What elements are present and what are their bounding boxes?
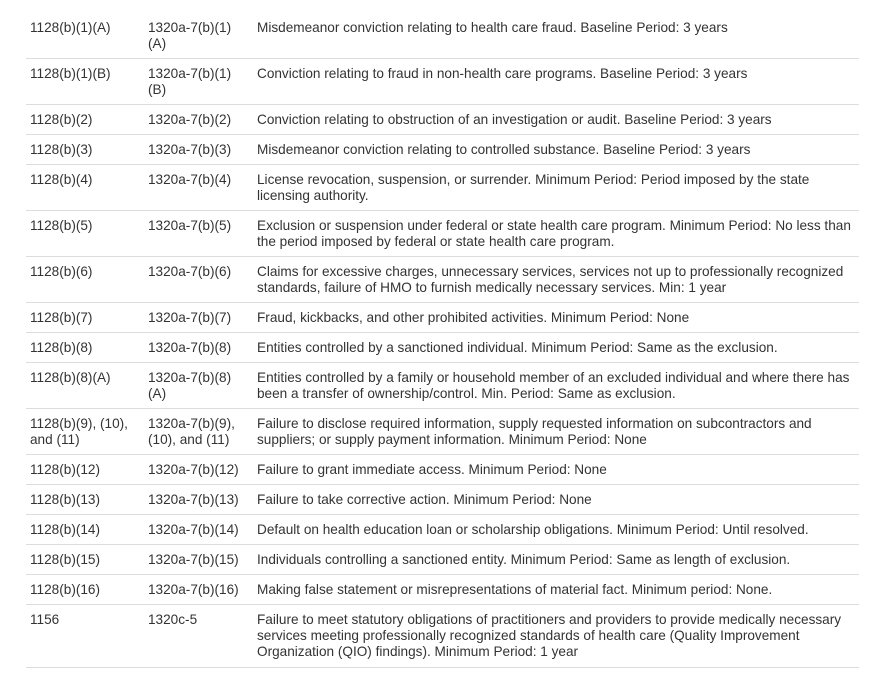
usc-citation-cell: 1320a-7(b)(1)(A) (144, 13, 253, 59)
usc-citation-cell: 1320a-7(b)(14) (144, 515, 253, 545)
table-row (26, 363, 859, 409)
table-row (26, 211, 859, 257)
table-row (26, 165, 859, 211)
description-cell: Failure to take corrective action. Minimum Period: None (253, 485, 859, 515)
description-cell: Conviction relating to obstruction of an investigation or audit. Baseline Period: 3 years (253, 105, 859, 135)
ssa-section-cell: 1128(b)(14) (26, 515, 144, 545)
description-cell: Fraud, kickbacks, and other prohibited activities. Minimum Period: None (253, 303, 859, 333)
exclusion-authorities-table-container (26, 13, 859, 668)
table-row (26, 605, 859, 668)
ssa-section-cell: 1128(b)(3) (26, 135, 144, 165)
ssa-section-cell: 1128(b)(8) (26, 333, 144, 363)
description-cell: Individuals controlling a sanctioned entity. Minimum Period: Same as length of exclusion. (253, 545, 859, 575)
table-row (26, 575, 859, 605)
description-cell: Entities controlled by a family or household member of an excluded individual and where there has been a transfer of ownership/control. Min. Period: Same as exclusion. (253, 363, 859, 409)
description-cell: Making false statement or misrepresentations of material fact. Minimum period: None. (253, 575, 859, 605)
table-row (26, 455, 859, 485)
usc-citation-cell: 1320a-7(b)(3) (144, 135, 253, 165)
ssa-section-cell: 1128(b)(2) (26, 105, 144, 135)
usc-citation-cell: 1320a-7(b)(9), (10), and (11) (144, 409, 253, 455)
table-row (26, 105, 859, 135)
usc-citation-cell: 1320a-7(b)(8) (144, 333, 253, 363)
ssa-section-cell: 1128(b)(1)(B) (26, 59, 144, 105)
ssa-section-cell: 1128(b)(15) (26, 545, 144, 575)
table-row (26, 135, 859, 165)
ssa-section-cell: 1128(b)(1)(A) (26, 13, 144, 59)
description-cell: Claims for excessive charges, unnecessary services, services not up to professionally recognized standards, failure of HMO to furnish medically necessary services. Min: 1 year (253, 257, 859, 303)
usc-citation-cell: 1320a-7(b)(15) (144, 545, 253, 575)
exclusion-authorities-table (26, 13, 859, 668)
description-cell: Failure to meet statutory obligations of practitioners and providers to provide medically necessary services meeting professionally recognized standards of health care (Quality Improvement Organization (QIO) findings). Minimum Period: 1 year (253, 605, 859, 668)
description-cell: Entities controlled by a sanctioned individual. Minimum Period: Same as the exclusion. (253, 333, 859, 363)
usc-citation-cell: 1320a-7(b)(12) (144, 455, 253, 485)
usc-citation-cell: 1320a-7(b)(13) (144, 485, 253, 515)
ssa-section-cell: 1128(b)(7) (26, 303, 144, 333)
description-cell: Misdemeanor conviction relating to health care fraud. Baseline Period: 3 years (253, 13, 859, 59)
table-row (26, 485, 859, 515)
ssa-section-cell: 1156 (26, 605, 144, 668)
usc-citation-cell: 1320a-7(b)(5) (144, 211, 253, 257)
ssa-section-cell: 1128(b)(16) (26, 575, 144, 605)
table-row (26, 515, 859, 545)
ssa-section-cell: 1128(b)(13) (26, 485, 144, 515)
table-row (26, 257, 859, 303)
ssa-section-cell: 1128(b)(4) (26, 165, 144, 211)
table-row (26, 409, 859, 455)
table-row (26, 333, 859, 363)
usc-citation-cell: 1320c-5 (144, 605, 253, 668)
usc-citation-cell: 1320a-7(b)(6) (144, 257, 253, 303)
description-cell: Failure to grant immediate access. Minimum Period: None (253, 455, 859, 485)
ssa-section-cell: 1128(b)(8)(A) (26, 363, 144, 409)
usc-citation-cell: 1320a-7(b)(7) (144, 303, 253, 333)
description-cell: Misdemeanor conviction relating to controlled substance. Baseline Period: 3 years (253, 135, 859, 165)
ssa-section-cell: 1128(b)(6) (26, 257, 144, 303)
description-cell: Exclusion or suspension under federal or state health care program. Minimum Period: No less than the period imposed by federal or state health care program. (253, 211, 859, 257)
ssa-section-cell: 1128(b)(12) (26, 455, 144, 485)
table-row (26, 545, 859, 575)
usc-citation-cell: 1320a-7(b)(8)(A) (144, 363, 253, 409)
description-cell: License revocation, suspension, or surrender. Minimum Period: Period imposed by the state licensing authority. (253, 165, 859, 211)
ssa-section-cell: 1128(b)(9), (10), and (11) (26, 409, 144, 455)
description-cell: Failure to disclose required information, supply requested information on subcontractors and suppliers; or supply payment information. Minimum Period: None (253, 409, 859, 455)
usc-citation-cell: 1320a-7(b)(2) (144, 105, 253, 135)
table-row (26, 303, 859, 333)
table-row (26, 13, 859, 59)
usc-citation-cell: 1320a-7(b)(16) (144, 575, 253, 605)
ssa-section-cell: 1128(b)(5) (26, 211, 144, 257)
description-cell: Conviction relating to fraud in non-health care programs. Baseline Period: 3 years (253, 59, 859, 105)
description-cell: Default on health education loan or scholarship obligations. Minimum Period: Until resolved. (253, 515, 859, 545)
table-row (26, 59, 859, 105)
usc-citation-cell: 1320a-7(b)(1)(B) (144, 59, 253, 105)
usc-citation-cell: 1320a-7(b)(4) (144, 165, 253, 211)
